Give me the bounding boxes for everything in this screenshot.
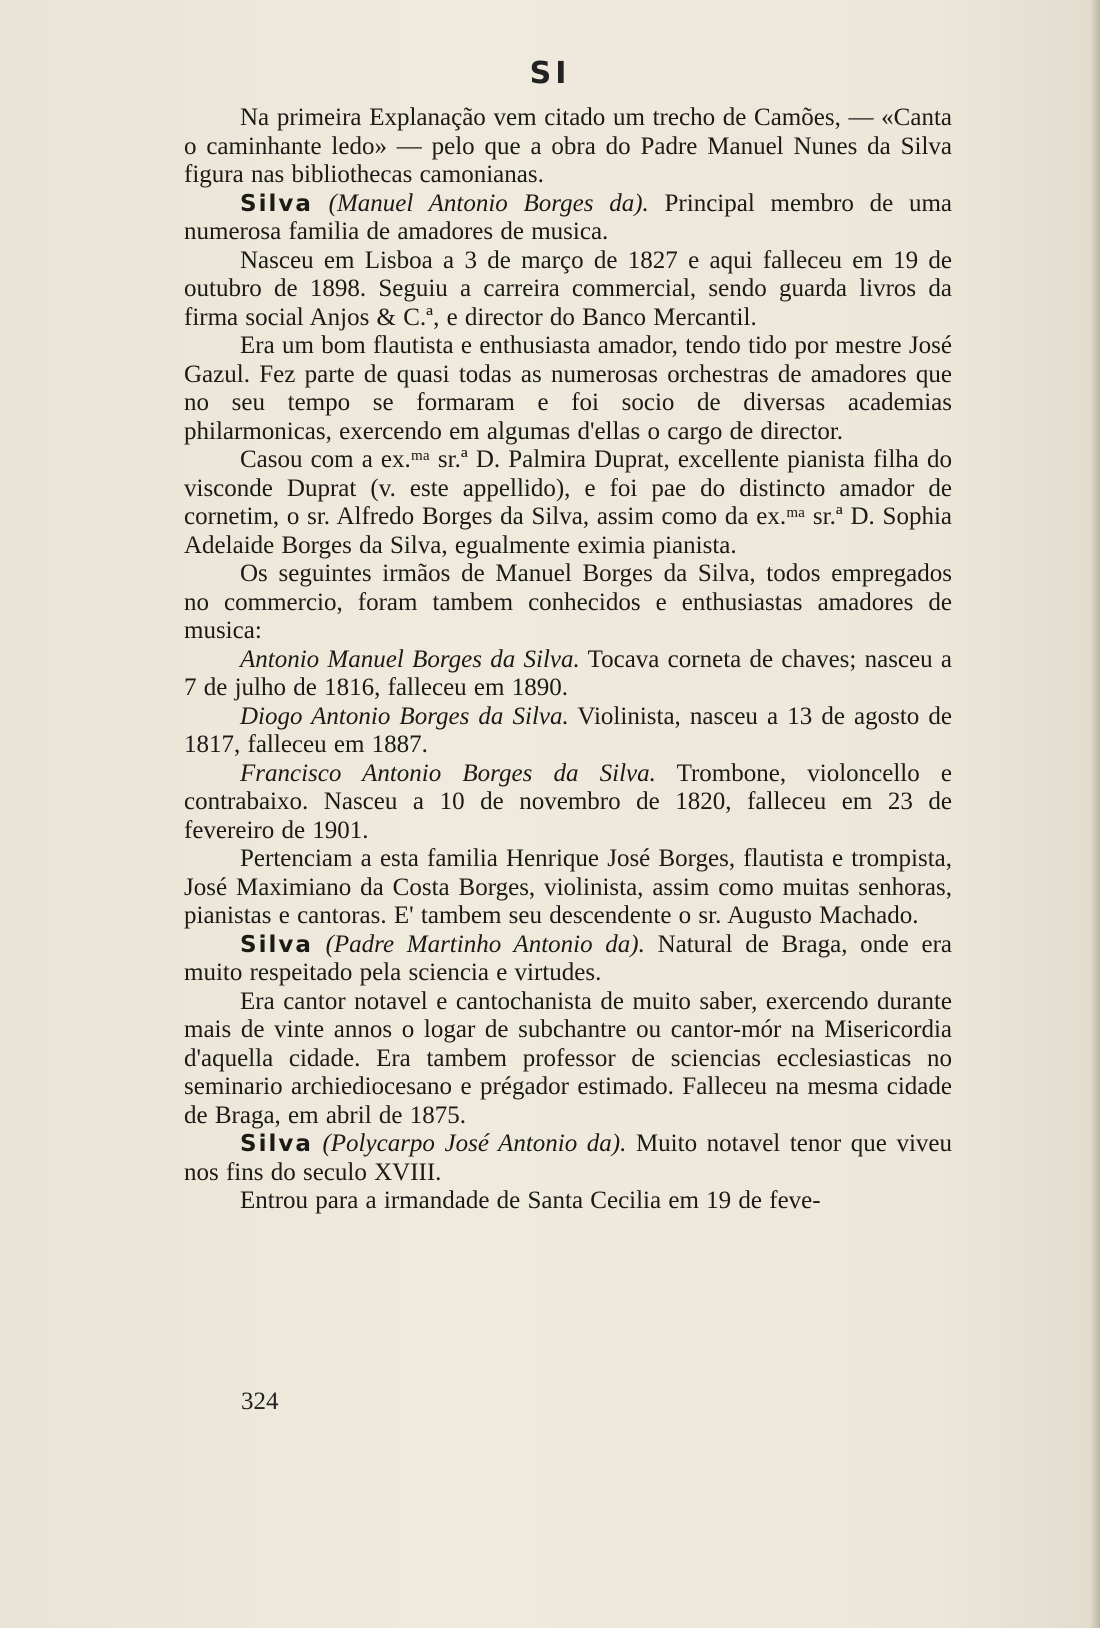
entry-headword: Silva (240, 1131, 313, 1157)
paragraph-p3 (184, 247, 952, 333)
text-run: Pertenciam a esta familia Henrique José Borges, flautista e trompista, José Maximiano da Costa Borges, violinista, assim como muitas senhoras, pianistas e cantoras. E' tambem seu descendente o sr. Augusto Machado. (184, 845, 952, 929)
paragraph-p10 (184, 845, 952, 931)
text-run: Era cantor notavel e cantochanista de muito saber, exercendo durante mais de vinte annos o logar de subchantre ou cantor-mór na Misericordia d'aquella cidade. Era tambem professor de sciencias ecclesiasticas no seminario archiediocesano e prégador estimado. Falleceu na mesma cidade de Braga, em abril de 1875. (184, 987, 952, 1129)
italic-name: Francisco Antonio Borges da Silva. (240, 759, 656, 787)
paragraph-p5 (184, 446, 952, 560)
text-run: Casou com a ex.ᵐᵃ sr.ª D. Palmira Duprat, excellente pianista filha do visconde Duprat (v. este appellido), e foi pae do distincto amador de cornetim, o sr. Alfredo Borges da Silva, assim como da ex.ᵐᵃ sr.ª D. Sophia Adelaide Borges da Silva, egualmente eximia pianista. (184, 446, 952, 559)
text-run (313, 931, 326, 958)
paragraph-p8 (184, 703, 952, 760)
text-run: Natural de Braga, onde era muito respeitado pela sciencia e virtudes. (184, 930, 952, 986)
text-run: Muito notavel tenor que viveu nos fins do seculo XVIII. (184, 1130, 953, 1186)
text-run: Trombone, violoncello e contrabaixo. Nasceu a 10 de novembro de 1820, falleceu em 23 de fevereiro de 1901. (184, 759, 952, 844)
paragraph-p13 (184, 1130, 952, 1187)
paragraph-p7 (184, 646, 952, 703)
text-run: Os seguintes irmãos de Manuel Borges da Silva, todos empregados no commercio, foram tambem conhecidos e enthusiastas amadores de musica: (184, 560, 952, 644)
paragraph-p2 (184, 190, 952, 247)
text-run: Violinista, nasceu a 13 de agosto de 1817, falleceu em 1887. (184, 702, 952, 758)
text-run: Era um bom flautista e enthusiasta amador, tendo tido por mestre José Gazul. Fez parte de quasi todas as numerosas orchestras de amadores que no seu tempo se formaram e foi socio de diversas academias philarmonicas, exercendo em algumas d'ellas o cargo de director. (184, 332, 952, 445)
text-run (313, 190, 329, 217)
paragraph-p11 (184, 931, 952, 988)
text-run: Principal membro de uma numerosa familia de amadores de musica. (184, 189, 952, 245)
italic-name: Diogo Antonio Borges da Silva. (240, 702, 569, 730)
paragraph-p6 (184, 560, 952, 646)
page-edge-shadow (1090, 0, 1100, 1628)
entry-headword: Silva (240, 931, 313, 958)
paragraph-p14 (184, 1187, 952, 1216)
italic-name: (Manuel Antonio Borges da). (328, 189, 649, 217)
page-number: 324 (241, 1388, 279, 1415)
text-run: Na primeira Explanação vem citado um trecho de Camões, — «Canta o caminhante ledo» — pelo que a obra do Padre Manuel Nunes da Silva figura nas bibliothecas camonianas. (184, 104, 952, 188)
entry-headword: Silva (240, 190, 313, 217)
italic-name: Antonio Manuel Borges da Silva. (240, 645, 580, 673)
paragraph-p4 (184, 332, 952, 446)
text-run: Nasceu em Lisboa a 3 de março de 1827 e aqui falleceu em 19 de outubro de 1898. Seguiu a carreira commercial, sendo guarda livros da firma social Anjos & C.ª, e director do Banco Mercantil. (184, 246, 952, 331)
italic-name: (Polycarpo José Antonio da). (322, 1130, 627, 1157)
paragraph-p1 (184, 104, 952, 190)
text-run (313, 1130, 323, 1157)
running-head: SI (529, 56, 571, 91)
paragraph-p9 (184, 760, 952, 846)
text-run: Tocava corneta de chaves; nasceu a 7 de julho de 1816, falleceu em 1890. (184, 645, 952, 701)
italic-name: (Padre Martinho Antonio da). (325, 930, 645, 958)
paragraph-p12 (184, 988, 952, 1131)
text-run: Entrou para a irmandade de Santa Cecilia em 19 de feve- (240, 1187, 821, 1214)
body-text (184, 104, 952, 1216)
